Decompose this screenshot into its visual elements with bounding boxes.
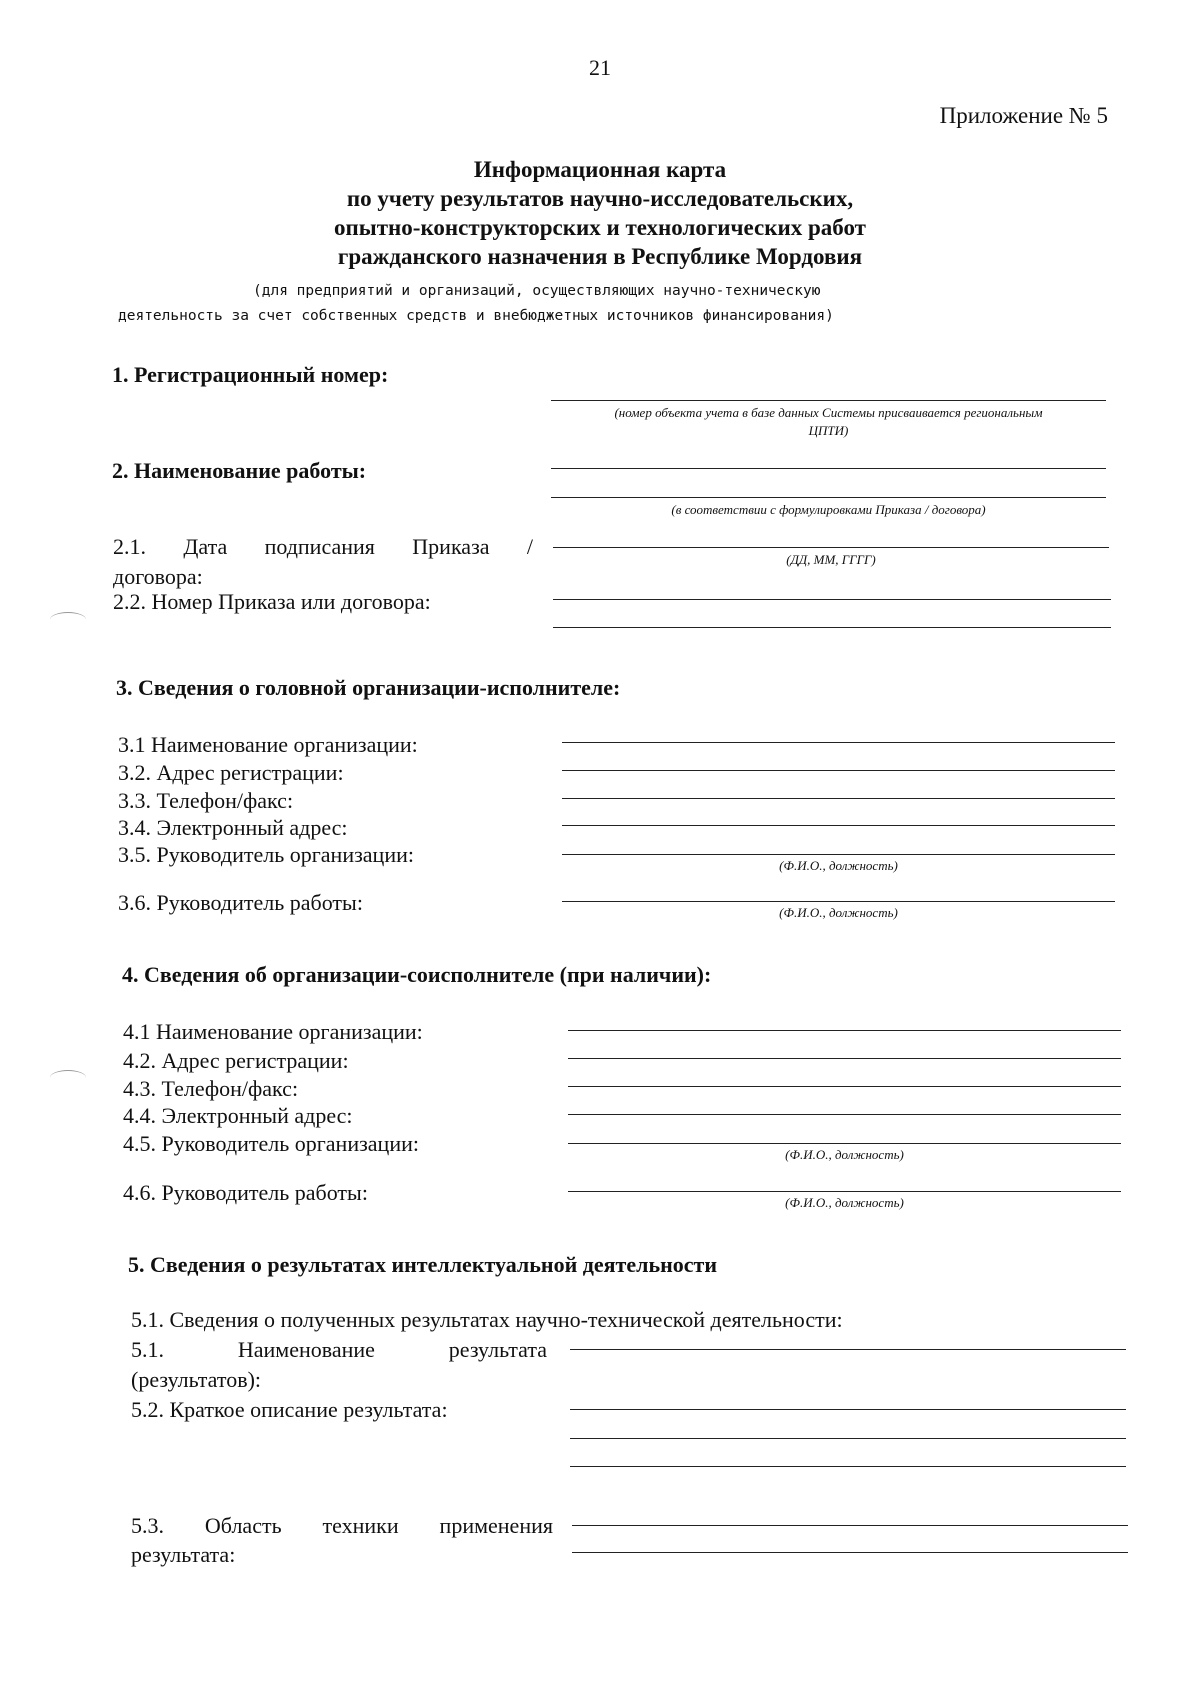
field-3-2-label: 3.2. Адрес регистрации: — [118, 760, 344, 785]
result-description-field-3[interactable] — [570, 1466, 1126, 1467]
org-head-hint: (Ф.И.О., должность) — [779, 858, 898, 873]
field-3-1-label: 3.1 Наименование организации: — [118, 732, 418, 757]
work-head-hint: (Ф.И.О., должность) — [779, 905, 898, 920]
appendix-label: Приложение № 5 — [939, 103, 1108, 128]
registration-number-field[interactable] — [551, 400, 1106, 401]
field-4-2-label: 4.2. Адрес регистрации: — [123, 1048, 349, 1073]
coexec-org-email-field[interactable] — [568, 1114, 1121, 1115]
registration-number-hint-1: (номер объекта учета в базе данных Системы присваивается региональным — [614, 405, 1043, 420]
coexec-org-head-hint: (Ф.И.О., должность) — [785, 1147, 904, 1162]
signing-date-field[interactable] — [553, 547, 1109, 548]
field-2-1-label-line-2: договора: — [113, 564, 203, 589]
page-number: 21 — [589, 55, 611, 80]
work-head-field[interactable] — [562, 901, 1115, 902]
field-5-1-label-line-1: 5.1. Наименование результата — [131, 1337, 547, 1362]
field-3-5-label: 3.5. Руководитель организации: — [118, 842, 414, 867]
section-2-heading: 2. Наименование работы: — [112, 458, 367, 483]
application-area-field-2[interactable] — [572, 1552, 1128, 1553]
subtitle-line-1: (для предприятий и организаций, осуществляющих научно-техническую — [253, 283, 821, 299]
field-5-2-label: 5.2. Краткое описание результата: — [131, 1397, 448, 1422]
registration-number-hint-2: ЦПТИ) — [808, 423, 849, 438]
field-5-1-label-line-2: (результатов): — [131, 1367, 262, 1392]
org-phone-field[interactable] — [562, 798, 1115, 799]
coexec-work-head-hint: (Ф.И.О., должность) — [785, 1195, 904, 1210]
field-4-3-label: 4.3. Телефон/факс: — [123, 1076, 299, 1101]
punch-mark-2 — [50, 1070, 86, 1085]
section-3-heading: 3. Сведения о головной организации-исполнителе: — [116, 675, 621, 700]
work-name-field-1[interactable] — [551, 468, 1106, 469]
title-line-4: гражданского назначения в Республике Мордовия — [337, 244, 863, 269]
order-number-field-1[interactable] — [553, 599, 1111, 600]
org-head-field[interactable] — [562, 854, 1115, 855]
title-line-1: Информационная карта — [473, 157, 727, 182]
field-5-3-label-line-2: результата: — [131, 1542, 236, 1567]
field-4-5-label: 4.5. Руководитель организации: — [123, 1131, 419, 1156]
coexec-org-address-field[interactable] — [568, 1058, 1121, 1059]
subtitle-line-2: деятельность за счет собственных средств и внебюджетных источников финансирования) — [118, 308, 834, 324]
section-1-heading: 1. Регистрационный номер: — [112, 362, 389, 387]
field-2-2-label: 2.2. Номер Приказа или договора: — [113, 589, 431, 614]
field-4-1-label: 4.1 Наименование организации: — [123, 1019, 423, 1044]
signing-date-hint: (ДД, ММ, ГГГГ) — [786, 552, 876, 567]
org-address-field[interactable] — [562, 770, 1115, 771]
org-name-field[interactable] — [562, 742, 1115, 743]
work-name-field-2[interactable] — [551, 497, 1106, 498]
section-5-heading: 5. Сведения о результатах интеллектуальной деятельности — [128, 1252, 718, 1277]
coexec-org-phone-field[interactable] — [568, 1086, 1121, 1087]
field-4-6-label: 4.6. Руководитель работы: — [123, 1180, 368, 1205]
field-5-3-label-line-1: 5.3. Область техники применения — [131, 1513, 553, 1538]
field-4-4-label: 4.4. Электронный адрес: — [123, 1103, 353, 1128]
result-name-field[interactable] — [570, 1349, 1126, 1350]
application-area-field-1[interactable] — [572, 1525, 1128, 1526]
coexec-org-head-field[interactable] — [568, 1143, 1121, 1144]
result-description-field-1[interactable] — [570, 1409, 1126, 1410]
result-description-field-2[interactable] — [570, 1438, 1126, 1439]
field-2-1-label-line-1: 2.1. Дата подписания Приказа / — [113, 534, 533, 559]
field-5-intro: 5.1. Сведения о полученных результатах научно-технической деятельности: — [131, 1307, 843, 1332]
punch-mark-1 — [50, 612, 86, 627]
order-number-field-2[interactable] — [553, 627, 1111, 628]
title-line-2: по учету результатов научно-исследовательских, — [346, 186, 854, 211]
field-3-4-label: 3.4. Электронный адрес: — [118, 815, 348, 840]
coexec-org-name-field[interactable] — [568, 1030, 1121, 1031]
field-3-3-label: 3.3. Телефон/факс: — [118, 788, 294, 813]
section-4-heading: 4. Сведения об организации-соисполнителе (при наличии): — [122, 962, 712, 987]
work-name-hint: (в соответствии с формулировками Приказа / договора) — [671, 502, 986, 517]
coexec-work-head-field[interactable] — [568, 1191, 1121, 1192]
org-email-field[interactable] — [562, 825, 1115, 826]
title-line-3: опытно-конструкторских и технологических работ — [334, 215, 866, 240]
field-3-6-label: 3.6. Руководитель работы: — [118, 890, 363, 915]
